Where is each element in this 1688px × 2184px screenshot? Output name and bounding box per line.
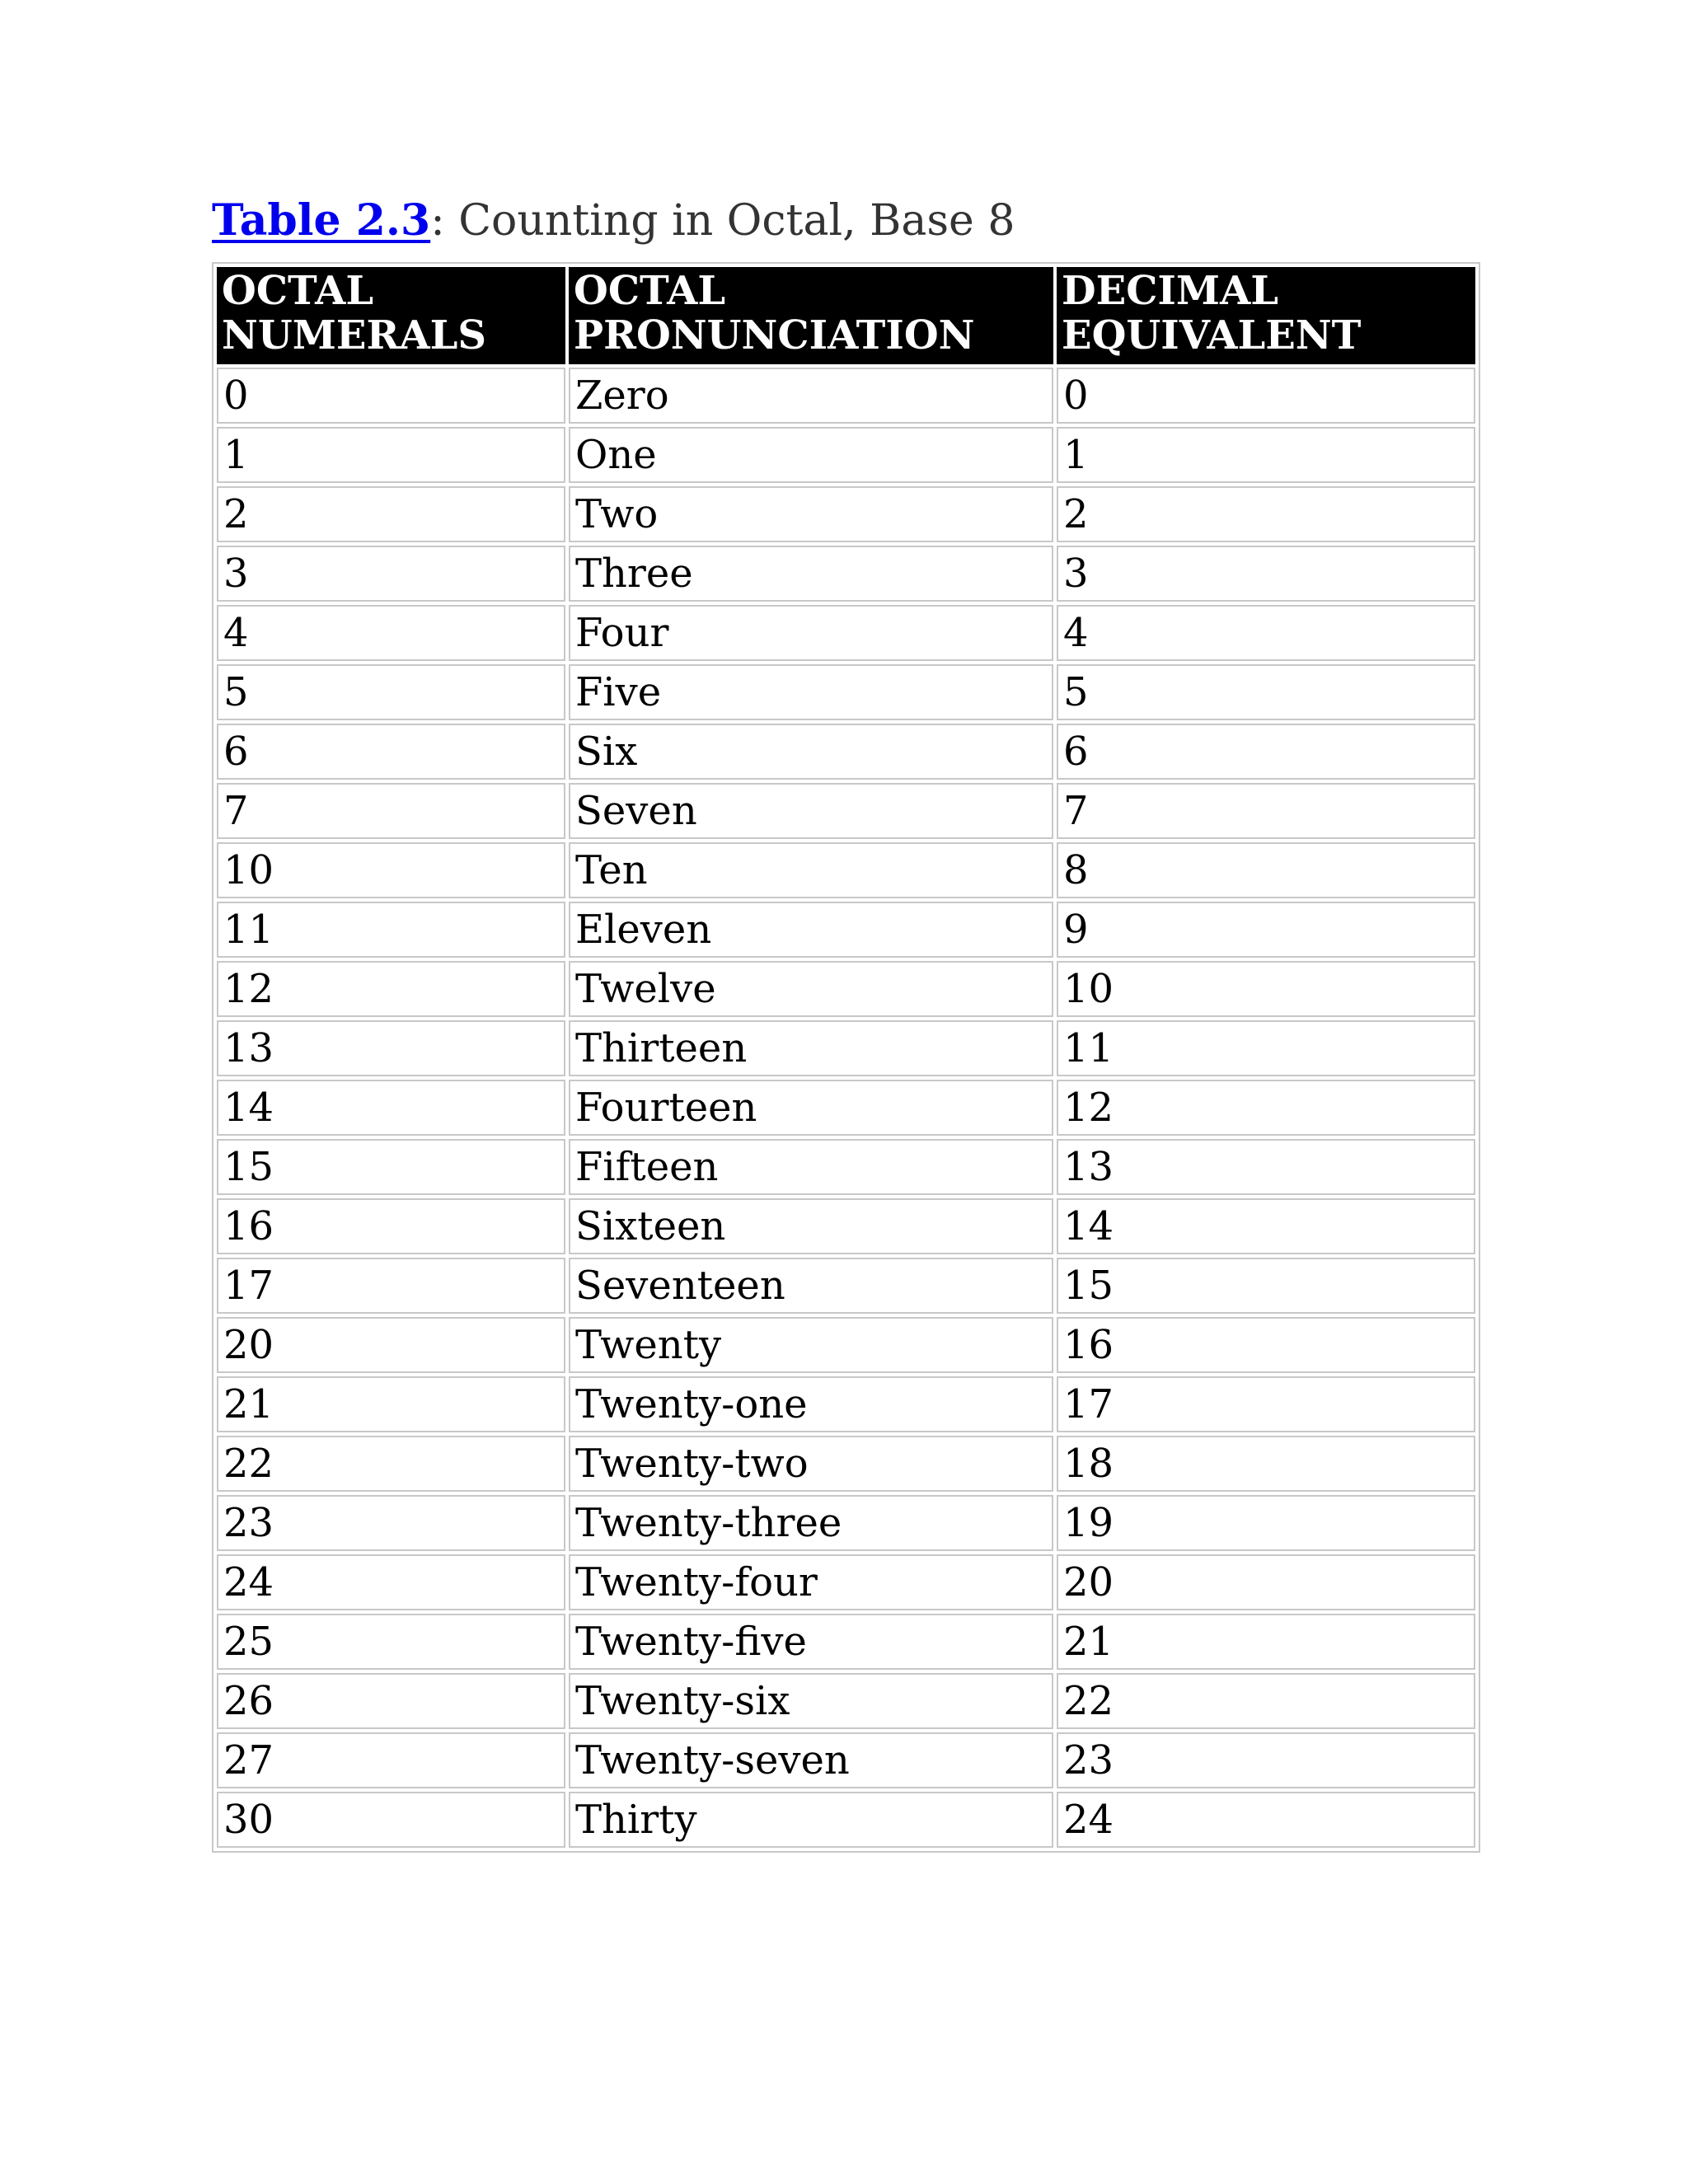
pronunciation-cell: Ten [569,842,1053,898]
octal-numeral-cell: 4 [217,605,565,661]
decimal-cell: 13 [1057,1139,1475,1195]
pronunciation-cell: Four [569,605,1053,661]
octal-numeral-cell: 30 [217,1792,565,1848]
decimal-cell: 10 [1057,961,1475,1017]
table-row [217,1139,1475,1195]
table-row [217,1198,1475,1254]
decimal-cell: 21 [1057,1614,1475,1670]
pronunciation-cell: Zero [569,368,1053,424]
pronunciation-cell: Twenty-two [569,1436,1053,1492]
decimal-cell: 1 [1057,427,1475,483]
decimal-cell: 3 [1057,546,1475,602]
octal-numeral-cell: 16 [217,1198,565,1254]
pronunciation-cell: Seventeen [569,1258,1053,1314]
table-caption-text: : Counting in Octal, Base 8 [430,196,1015,246]
table-row [217,902,1475,958]
decimal-cell: 18 [1057,1436,1475,1492]
octal-numeral-cell: 25 [217,1614,565,1670]
decimal-cell: 9 [1057,902,1475,958]
octal-numeral-cell: 21 [217,1376,565,1432]
pronunciation-cell: Eleven [569,902,1053,958]
decimal-cell: 0 [1057,368,1475,424]
octal-counting-table [212,262,1480,1853]
octal-numeral-cell: 22 [217,1436,565,1492]
table-row [217,1732,1475,1788]
pronunciation-cell: Thirteen [569,1020,1053,1076]
table-row [217,1317,1475,1373]
decimal-cell: 4 [1057,605,1475,661]
pronunciation-cell: Twenty-six [569,1673,1053,1729]
table-row [217,842,1475,898]
pronunciation-cell: Thirty [569,1792,1053,1848]
table-row [217,1614,1475,1670]
octal-numeral-cell: 5 [217,664,565,720]
table-row [217,1258,1475,1314]
decimal-cell: 2 [1057,486,1475,542]
octal-numeral-cell: 12 [217,961,565,1017]
octal-numeral-cell: 6 [217,724,565,780]
pronunciation-cell: Fifteen [569,1139,1053,1195]
decimal-cell: 6 [1057,724,1475,780]
table-caption [212,191,1015,251]
table-row [217,605,1475,661]
decimal-cell: 16 [1057,1317,1475,1373]
octal-numeral-cell: 23 [217,1495,565,1551]
decimal-cell: 15 [1057,1258,1475,1314]
pronunciation-cell: One [569,427,1053,483]
decimal-cell: 23 [1057,1732,1475,1788]
pronunciation-cell: Twenty-one [569,1376,1053,1432]
table-body [217,368,1475,1848]
octal-numeral-cell: 3 [217,546,565,602]
table-row [217,1020,1475,1076]
decimal-cell: 14 [1057,1198,1475,1254]
decimal-cell: 8 [1057,842,1475,898]
decimal-cell: 5 [1057,664,1475,720]
pronunciation-cell: Twenty-five [569,1614,1053,1670]
pronunciation-cell: Twelve [569,961,1053,1017]
pronunciation-cell: Five [569,664,1053,720]
table-row [217,1554,1475,1610]
decimal-cell: 19 [1057,1495,1475,1551]
pronunciation-cell: Two [569,486,1053,542]
table-row [217,1376,1475,1432]
table-row [217,427,1475,483]
pronunciation-cell: Sixteen [569,1198,1053,1254]
pronunciation-cell: Three [569,546,1053,602]
header-octal-numerals: OCTAL NUMERALS [217,267,565,364]
decimal-cell: 24 [1057,1792,1475,1848]
octal-numeral-cell: 13 [217,1020,565,1076]
octal-numeral-cell: 11 [217,902,565,958]
octal-numeral-cell: 20 [217,1317,565,1373]
decimal-cell: 12 [1057,1080,1475,1136]
octal-numeral-cell: 2 [217,486,565,542]
table-reference-link[interactable]: Table 2.3 [212,195,431,246]
header-decimal-equivalent: DECIMAL EQUIVALENT [1057,267,1475,364]
octal-numeral-cell: 27 [217,1732,565,1788]
pronunciation-cell: Six [569,724,1053,780]
octal-numeral-cell: 0 [217,368,565,424]
octal-numeral-cell: 17 [217,1258,565,1314]
table-row [217,1673,1475,1729]
pronunciation-cell: Twenty-four [569,1554,1053,1610]
pronunciation-cell: Seven [569,783,1053,839]
pronunciation-cell: Twenty [569,1317,1053,1373]
table-row [217,783,1475,839]
pronunciation-cell: Twenty-seven [569,1732,1053,1788]
header-octal-pronunciation: OCTAL PRONUNCIATION [569,267,1053,364]
table-row [217,486,1475,542]
table-row [217,664,1475,720]
table-row [217,724,1475,780]
octal-numeral-cell: 26 [217,1673,565,1729]
decimal-cell: 7 [1057,783,1475,839]
octal-numeral-cell: 14 [217,1080,565,1136]
table-header-row [217,267,1475,364]
octal-numeral-cell: 10 [217,842,565,898]
decimal-cell: 17 [1057,1376,1475,1432]
decimal-cell: 20 [1057,1554,1475,1610]
table-row [217,1080,1475,1136]
decimal-cell: 11 [1057,1020,1475,1076]
decimal-cell: 22 [1057,1673,1475,1729]
table-row [217,961,1475,1017]
pronunciation-cell: Fourteen [569,1080,1053,1136]
octal-numeral-cell: 24 [217,1554,565,1610]
table-row [217,368,1475,424]
pronunciation-cell: Twenty-three [569,1495,1053,1551]
table-row [217,1436,1475,1492]
table-row [217,1495,1475,1551]
table-row [217,1792,1475,1848]
table-row [217,546,1475,602]
octal-numeral-cell: 7 [217,783,565,839]
octal-numeral-cell: 1 [217,427,565,483]
octal-numeral-cell: 15 [217,1139,565,1195]
